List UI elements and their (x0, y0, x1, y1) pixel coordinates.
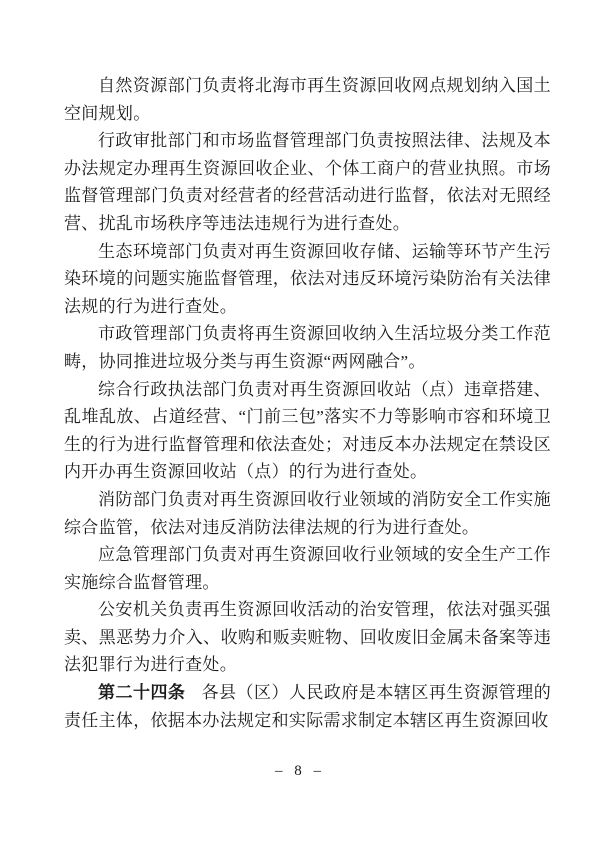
paragraph (64, 376, 551, 486)
paragraph (64, 320, 551, 375)
paragraph-text: 行政审批部门和市场监督管理部门负责按照法律、法规及本办法规定办理再生资源回收企业、个体工商户的营业执照。市场监督管理部门负责对经营者的经营活动进行监督，依法对无照经营、扰乱市场秩序等违法违规行为进行查处。 (64, 131, 551, 233)
paragraph-text: 消防部门负责对再生资源回收行业领域的消防安全工作实施综合监管，依法对违反消防法律法规的行为进行查处。 (64, 489, 551, 537)
paragraph-text: 生态环境部门负责对再生资源回收存储、运输等环节产生污染环境的问题实施监督管理，依法对违反环境污染防治有关法律法规的行为进行查处。 (64, 241, 551, 316)
paragraph-text: 综合行政执法部门负责对再生资源回收站（点）违章搭建、乱堆乱放、占道经营、“门前三包”落实不力等影响市容和环境卫生的行为进行监督管理和依法查处；对违反本办法规定在禁设区内开办再生资源回收站（点）的行为进行查处。 (64, 379, 551, 482)
paragraph (64, 541, 551, 596)
paragraph (64, 72, 551, 127)
paragraph (64, 486, 551, 541)
page-number: – 8 – (275, 763, 325, 779)
paragraph-text: 公安机关负责再生资源回收活动的治安管理，依法对强买强卖、黑恶势力介入、收购和贩卖赃物、回收废旧金属未备案等违法犯罪行为进行查处。 (64, 600, 551, 675)
paragraph-text: 应急管理部门负责对再生资源回收行业领域的安全生产工作实施综合监督管理。 (64, 545, 551, 592)
document-body (64, 72, 551, 734)
paragraph (64, 238, 551, 321)
paragraph (64, 679, 551, 734)
paragraph-text: 自然资源部门负责将北海市再生资源回收网点规划纳入国土空间规划。 (64, 76, 551, 123)
paragraph-text: 各县（区）人民政府是本辖区再生资源管理的责任主体，依据本办法规定和实际需求制定本辖区再生资源回收 (64, 683, 552, 730)
article-number: 第二十四条 (98, 683, 186, 703)
paragraph (64, 596, 551, 679)
paragraph (64, 127, 551, 237)
paragraph-text: 市政管理部门负责将再生资源回收纳入生活垃圾分类工作范畴，协同推进垃圾分类与再生资源“两网融合”。 (64, 324, 551, 371)
